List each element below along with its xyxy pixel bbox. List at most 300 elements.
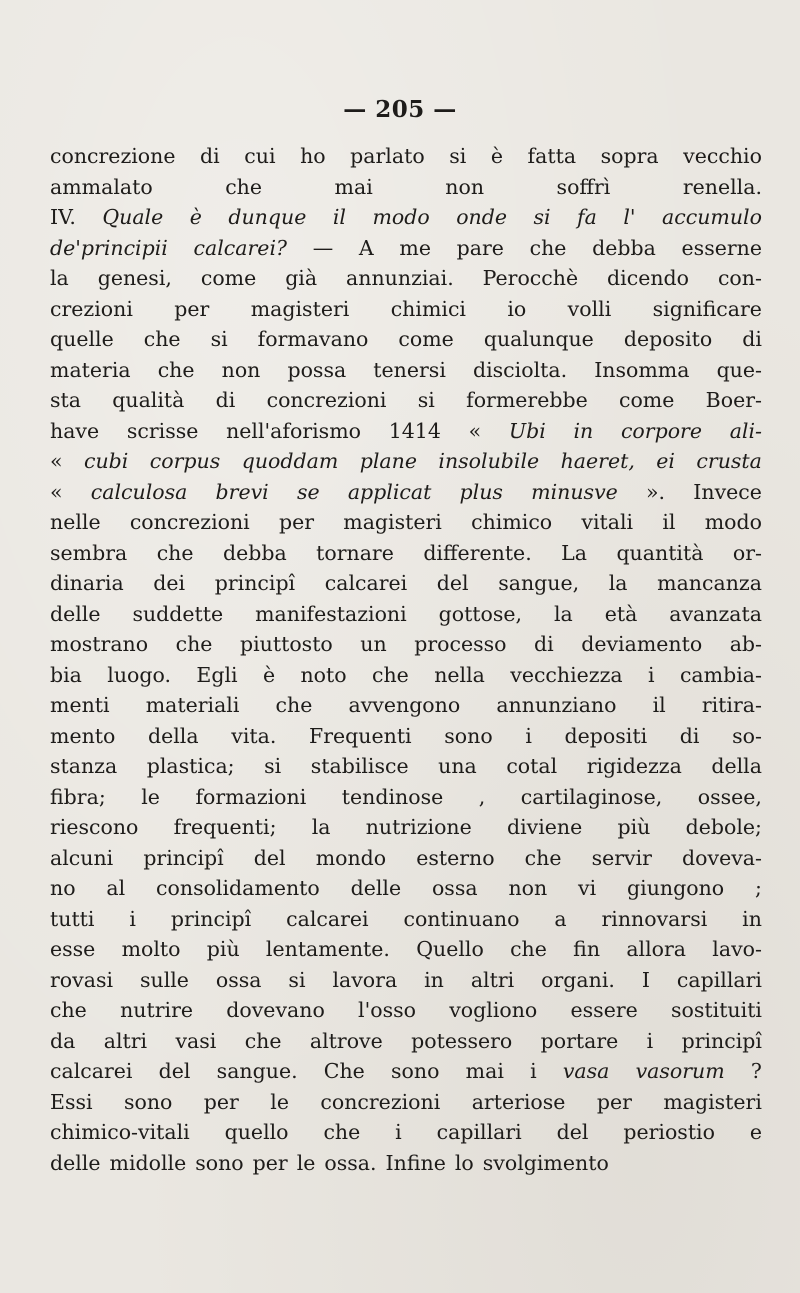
text-word: Essi (50, 1089, 93, 1114)
text-word: non (221, 357, 261, 382)
text-word: principî (143, 845, 224, 870)
text-word: sangue, (498, 571, 580, 595)
text-word: altri (103, 1028, 148, 1053)
text-word: allora (626, 937, 687, 961)
text-word: diviene (506, 815, 583, 839)
text-word: del (253, 845, 286, 870)
text-word: nutrire (120, 998, 194, 1022)
text-word: altrove (309, 1028, 383, 1053)
text-line (50, 965, 762, 996)
text-line (50, 843, 762, 874)
text-line (50, 568, 762, 599)
text-word: genesi, (97, 266, 172, 290)
text-word: ? (750, 1059, 762, 1083)
text-word: mondo (315, 845, 387, 870)
text-word: vecchio (683, 144, 762, 168)
text-word: che (175, 632, 213, 656)
text-word: concrezione (50, 144, 176, 168)
text-word: non (445, 174, 485, 199)
text-line (50, 355, 762, 386)
text-word: Frequenti (309, 723, 412, 748)
text-word: si (449, 144, 467, 168)
text-line (50, 1117, 762, 1148)
text-word: chimico (471, 510, 553, 534)
text-word: di (679, 723, 700, 748)
text-word: i (646, 1028, 654, 1053)
text-word: i (530, 1059, 537, 1083)
text-word: rigidezza (586, 754, 682, 778)
text-word: più (617, 815, 651, 839)
text-word: mostrano (50, 632, 149, 656)
text-word: lentamente. (265, 937, 390, 961)
text-line (50, 141, 762, 172)
text-word: come (398, 327, 454, 351)
text-word: i (525, 723, 532, 748)
text-word: modo (704, 510, 762, 534)
text-word: consolidamento (156, 876, 320, 900)
text-word: sta (50, 388, 81, 412)
text-word: sembra (50, 540, 128, 565)
text-word: nella (434, 662, 485, 687)
text-word: calcarei (50, 1059, 133, 1083)
text-word: della (148, 723, 199, 748)
text-word: i (395, 1120, 402, 1144)
text-word: più (206, 937, 240, 961)
text-word: quoddam (241, 449, 339, 473)
text-word: formazioni (195, 784, 307, 809)
text-word: esterno (416, 845, 495, 870)
text-word: applicat (347, 479, 432, 504)
text-word: periostio (623, 1120, 715, 1144)
text-word: A (358, 235, 374, 260)
text-word: calcarei? (193, 235, 287, 260)
text-word: avvengono (348, 693, 461, 717)
text-word: portare (540, 1028, 619, 1053)
text-word: materiali (145, 693, 240, 717)
text-word: che (524, 845, 562, 870)
text-word: debole; (685, 815, 762, 839)
text-word: continuano (403, 906, 520, 931)
text-line (50, 873, 762, 904)
text-word: sostituiti (671, 998, 762, 1022)
text-word: si (533, 205, 551, 229)
text-word: midolle (109, 1150, 187, 1175)
text-line (50, 385, 762, 416)
text-word: que- (716, 357, 762, 382)
text-word: plastica; (146, 754, 235, 778)
text-word: fin (573, 937, 601, 961)
text-word: che (157, 357, 195, 382)
text-line (50, 782, 762, 813)
text-line (50, 1087, 762, 1118)
text-word: Perocchè (482, 266, 579, 290)
text-word: è (490, 144, 503, 168)
text-word: concrezioni (129, 510, 250, 534)
text-word: vasorum (635, 1059, 725, 1083)
text-line (50, 599, 762, 630)
text-line (50, 1026, 762, 1057)
text-word: modo (372, 205, 430, 229)
text-word: per (278, 510, 315, 534)
text-word: a (554, 906, 567, 931)
text-word: scrisse (126, 418, 199, 443)
text-word: è (262, 662, 276, 687)
text-word: ». (646, 479, 666, 504)
text-word: per (596, 1089, 632, 1114)
text-word: sono (391, 1059, 440, 1083)
text-word: la (554, 601, 573, 626)
text-word: me (399, 235, 431, 260)
text-word: deviamento (581, 632, 703, 656)
text-word: delle (350, 876, 402, 900)
text-word: deposito (623, 327, 713, 351)
text-line (50, 812, 762, 843)
text-word: depositi (564, 723, 648, 748)
text-word: i (648, 662, 655, 687)
text-word: corpus (149, 449, 221, 473)
text-word: — (312, 235, 334, 260)
text-line (50, 904, 762, 935)
text-word: sono (123, 1089, 173, 1114)
text-word: noto (300, 662, 347, 687)
text-word: arteriose (471, 1089, 566, 1114)
page-number: — 205 — (343, 96, 457, 123)
text-word: onde (456, 205, 507, 229)
text-word: ammalato (50, 174, 153, 199)
text-word: di (215, 388, 236, 412)
text-word: nell'aforismo (226, 418, 361, 443)
text-word: è (189, 205, 202, 229)
text-word: tendinose (341, 784, 444, 809)
text-word: delle (50, 601, 101, 626)
text-word: che (225, 174, 263, 199)
text-word: pare (456, 235, 504, 260)
text-line (50, 294, 762, 325)
text-word: ali- (729, 418, 762, 443)
text-word: calcarei (324, 571, 408, 595)
text-word: bia (50, 662, 82, 687)
text-word: soffrì (556, 174, 611, 199)
text-word: disciolta. (472, 357, 568, 382)
text-word: , (478, 784, 486, 809)
text-word: che (529, 235, 567, 260)
text-word: doveva- (682, 845, 762, 870)
text-word: Insomma (594, 357, 690, 382)
text-word: principî (170, 906, 252, 931)
text-word: principî (681, 1028, 762, 1053)
text-word: brevi (215, 479, 269, 504)
text-word: il (662, 510, 676, 534)
text-word: molto (121, 937, 181, 961)
text-word: già (285, 266, 318, 290)
text-word: dei (153, 571, 186, 595)
text-word: sono (444, 723, 493, 748)
text-word: crezioni (50, 296, 133, 321)
text-word: concrezioni (266, 388, 387, 412)
text-line (50, 1056, 762, 1087)
text-line (50, 172, 762, 203)
text-word: materia (50, 357, 131, 382)
text-word: in (742, 906, 762, 931)
text-line (50, 507, 762, 538)
text-word: che (371, 662, 409, 687)
text-word: frequenti; (173, 815, 277, 839)
text-word: ossa. (324, 1150, 377, 1175)
text-word: i (129, 906, 136, 931)
text-word: mai (465, 1059, 504, 1083)
text-word: cui (244, 144, 276, 168)
text-word: si (264, 754, 282, 778)
body-text (50, 141, 762, 1178)
text-word: vasa (562, 1059, 610, 1083)
text-word: le (296, 1150, 316, 1175)
text-word: luogo. (107, 662, 172, 687)
text-line (50, 629, 762, 660)
text-word: stabilisce (310, 754, 409, 778)
text-word: suddette (132, 601, 224, 626)
text-word: chimico-vitali (50, 1120, 190, 1144)
text-word: annunziano (496, 693, 617, 717)
text-word: principî (214, 571, 296, 595)
text-word: lavora (332, 967, 398, 992)
text-word: riescono (50, 815, 139, 839)
text-word: fa (577, 205, 597, 229)
text-word: si (417, 388, 435, 412)
text-word: de'principii (50, 235, 168, 260)
text-word: vi (578, 876, 597, 900)
text-word: esse (50, 937, 96, 961)
text-word: « (50, 479, 63, 504)
text-word: lavo- (712, 937, 762, 961)
text-word: minusve (531, 479, 618, 504)
text-word: ritira- (701, 693, 762, 717)
text-word: crusta (696, 449, 762, 473)
text-word: vogliono (449, 998, 538, 1022)
text-line (50, 446, 762, 477)
text-word: quelle (50, 327, 114, 351)
text-word: in (573, 418, 594, 443)
text-word: « (50, 449, 63, 473)
text-word: ; (755, 876, 762, 900)
text-word: cubi (83, 449, 129, 473)
text-word: significare (652, 296, 762, 321)
text-word: mancanza (657, 571, 762, 595)
text-word: si (288, 967, 306, 992)
text-word: dovevano (226, 998, 325, 1022)
text-word: non (508, 876, 548, 900)
text-word: che (50, 998, 87, 1022)
text-line (50, 324, 762, 355)
text-word: potessero (411, 1028, 513, 1053)
text-word: svolgimento (482, 1150, 609, 1175)
text-word: delle (50, 1150, 101, 1175)
text-word: che (323, 1120, 361, 1144)
text-word: in (424, 967, 444, 992)
text-word: capillari (436, 1120, 522, 1144)
text-word: se (296, 479, 320, 504)
text-word: ossa (215, 967, 262, 992)
text-word: calculosa (90, 479, 188, 504)
text-word: magisteri (663, 1089, 762, 1114)
text-word: or- (732, 540, 762, 565)
text-word: avanzata (669, 601, 762, 626)
text-word: cotal (506, 754, 558, 778)
text-word: qualunque (483, 327, 594, 351)
text-word: rovasi (50, 967, 114, 992)
text-word: un (360, 632, 387, 656)
text-word: del (158, 1059, 191, 1083)
text-word: concrezioni (320, 1089, 441, 1114)
text-word: magisteri (250, 296, 350, 321)
text-word: la (50, 266, 69, 290)
text-word: La (561, 540, 587, 565)
text-word: plane (359, 449, 417, 473)
text-word: si (210, 327, 228, 351)
text-word: ossa (431, 876, 478, 900)
text-word: per (252, 1150, 288, 1175)
text-line (50, 202, 762, 233)
text-word: insolubile (438, 449, 540, 473)
text-word: l'osso (358, 998, 416, 1022)
text-word: da (50, 1028, 76, 1053)
text-word: dunque (228, 205, 307, 229)
text-word: ab- (729, 632, 762, 656)
text-word: Quello (416, 937, 484, 961)
text-word: essere (570, 998, 638, 1022)
text-line (50, 416, 762, 447)
text-word: di (534, 632, 554, 656)
text-word: lo (454, 1150, 474, 1175)
text-word: manifestazioni (255, 601, 407, 626)
text-word: al (106, 876, 126, 900)
text-word: Che (323, 1059, 365, 1083)
text-word: come (618, 388, 675, 412)
text-word: gottose, (438, 601, 523, 626)
text-word: ossee, (697, 784, 762, 809)
text-word: la (608, 571, 628, 595)
text-word: della (711, 754, 762, 778)
text-word: quello (224, 1120, 289, 1144)
text-word: servir (591, 845, 652, 870)
text-line (50, 721, 762, 752)
text-word: con- (717, 266, 762, 290)
text-word: il (652, 693, 666, 717)
text-word: come (200, 266, 257, 290)
text-word: dicendo (607, 266, 690, 290)
text-word: tornare (316, 540, 394, 565)
text-word: sulle (139, 967, 189, 992)
text-word: « (468, 418, 482, 443)
text-line (50, 690, 762, 721)
text-line (50, 233, 762, 264)
text-line (50, 538, 762, 569)
text-word: che (510, 937, 547, 961)
text-word: di (742, 327, 762, 351)
text-word: mento (50, 723, 116, 748)
text-word: have (50, 418, 100, 443)
text-word: quantità (616, 540, 704, 565)
text-word: ei (656, 449, 675, 473)
text-word: giungono (627, 876, 725, 900)
text-word: ho (300, 144, 326, 168)
text-word: le (270, 1089, 289, 1114)
text-word: per (174, 296, 210, 321)
text-word: cambia- (679, 662, 762, 687)
text-word: l' (623, 205, 636, 229)
text-line (50, 660, 762, 691)
text-word: differente. (423, 540, 532, 565)
text-word: che (156, 540, 194, 565)
text-word: che (275, 693, 313, 717)
text-word: e (749, 1120, 762, 1144)
text-word: il (332, 205, 346, 229)
text-word: le (141, 784, 160, 809)
text-word: renella. (682, 174, 762, 199)
text-word: fibra; (50, 784, 106, 809)
text-word: processo (414, 632, 507, 656)
text-word: magisteri (343, 510, 442, 534)
text-word: età (604, 601, 638, 626)
text-word: cartilaginose, (520, 784, 663, 809)
text-word: vasi (175, 1028, 217, 1053)
text-word: una (438, 754, 477, 778)
text-word: la (311, 815, 331, 839)
text-word: debba (592, 235, 656, 260)
text-word: organi. (541, 967, 615, 992)
text-line (50, 477, 762, 508)
text-word: plus (459, 479, 503, 504)
text-word: accumulo (662, 205, 762, 229)
text-word: del (436, 571, 469, 595)
text-word: alcuni (50, 845, 114, 870)
text-word: volli (567, 296, 612, 321)
text-word: 1414 (388, 418, 441, 443)
text-line (50, 995, 762, 1026)
text-word: esserne (681, 235, 762, 260)
text-word: so- (732, 723, 762, 748)
text-word: per (203, 1089, 239, 1114)
text-word: sopra (600, 144, 659, 168)
text-word: vita. (231, 723, 277, 748)
text-word: stanza (50, 754, 118, 778)
text-word: Quale (102, 205, 164, 229)
text-word: Invece (693, 479, 762, 504)
text-word: rinnovarsi (601, 906, 708, 931)
text-word: vitali (581, 510, 634, 534)
text-word: Ubi (508, 418, 546, 443)
text-word: chimici (390, 296, 466, 321)
text-word: IV. (50, 205, 76, 229)
text-word: mai (334, 174, 373, 199)
text-word: sangue. (216, 1059, 298, 1083)
text-word: haeret, (560, 449, 635, 473)
text-word: del (556, 1120, 589, 1144)
text-line (50, 1148, 762, 1179)
text-word: possa (287, 357, 347, 382)
text-word: Egli (196, 662, 238, 687)
text-word: Boer- (705, 388, 762, 412)
text-line (50, 934, 762, 965)
text-word: no (50, 876, 76, 900)
text-word: capillari (676, 967, 762, 992)
text-word: tutti (50, 906, 95, 931)
text-word: sono (195, 1150, 244, 1175)
text-word: altri (470, 967, 515, 992)
text-word: che (244, 1028, 282, 1053)
text-word: debba (222, 540, 287, 565)
text-word: calcarei (286, 906, 369, 931)
text-word: menti (50, 693, 110, 717)
